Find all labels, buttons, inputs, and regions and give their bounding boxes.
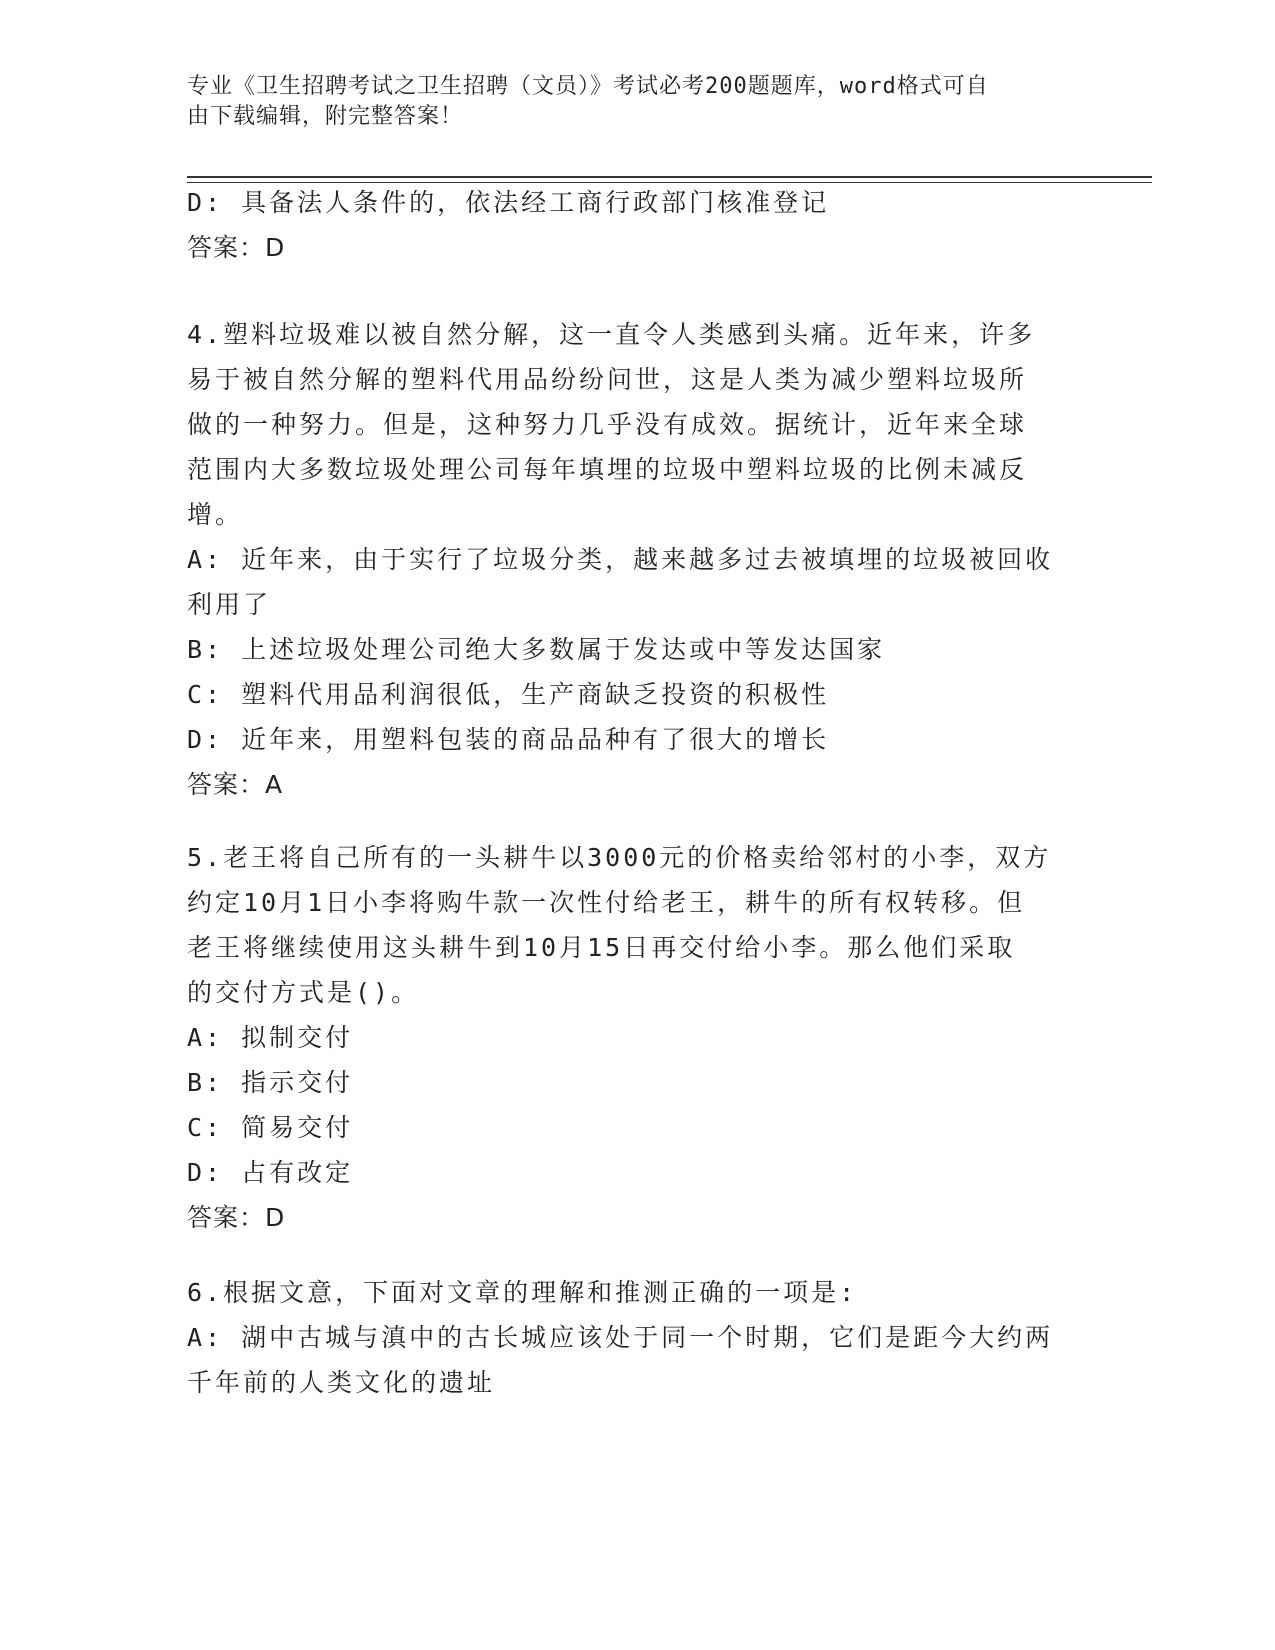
question-4	[187, 312, 1067, 807]
q5-option-d: D: 占有改定	[187, 1158, 354, 1187]
q4-option-a: A: 近年来，由于实行了垃圾分类，越来越多过去被填埋的垃圾被回收	[187, 545, 1054, 574]
q5-stem-line: 的交付方式是()。	[187, 978, 420, 1007]
q6-option-a-cont: 千年前的人类文化的遗址	[187, 1368, 496, 1397]
question-5	[187, 835, 1067, 1240]
q4-option-c: C: 塑料代用品利润很低，生产商缺乏投资的积极性	[187, 680, 830, 709]
header-line-1: 专业《卫生招聘考试之卫生招聘（文员）》考试必考200题题库，word格式可自	[187, 74, 989, 99]
q5-stem-line: 老王将继续使用这头耕牛到10月15日再交付给小李。那么他们采取	[187, 933, 1016, 962]
q3-answer: 答案：D	[187, 233, 286, 262]
q4-option-d: D: 近年来，用塑料包装的商品品种有了很大的增长	[187, 725, 830, 754]
q5-option-b: B: 指示交付	[187, 1068, 354, 1097]
q4-stem-line: 做的一种努力。但是，这种努力几乎没有成效。据统计，近年来全球	[187, 410, 1028, 439]
q5-option-a: A: 拟制交付	[187, 1023, 354, 1052]
q4-stem-line: 4.塑料垃圾难以被自然分解，这一直令人类感到头痛。近年来，许多	[187, 320, 1036, 349]
document-header	[187, 72, 1067, 132]
header-line-2: 由下载编辑，附完整答案！	[187, 104, 464, 129]
q4-stem-line: 增。	[187, 500, 244, 529]
q5-option-c: C: 简易交付	[187, 1113, 354, 1142]
question-6	[187, 1270, 1067, 1405]
q6-option-a: A: 湖中古城与滇中的古长城应该处于同一个时期，它们是距今大约两	[187, 1323, 1054, 1352]
q6-stem: 6.根据文意，下面对文章的理解和推测正确的一项是:	[187, 1278, 858, 1307]
q4-option-a-cont: 利用了	[187, 590, 272, 619]
q4-stem-line: 范围内大多数垃圾处理公司每年填埋的垃圾中塑料垃圾的比例未减反	[187, 455, 1028, 484]
question-3-tail	[187, 180, 1067, 270]
q5-stem-line: 5.老王将自己所有的一头耕牛以3000元的价格卖给邻村的小李，双方	[187, 843, 1052, 872]
q3-option-d: D: 具备法人条件的，依法经工商行政部门核准登记	[187, 188, 830, 217]
q5-stem-line: 约定10月1日小李将购牛款一次性付给老王，耕牛的所有权转移。但	[187, 888, 1026, 917]
q5-answer: 答案：D	[187, 1203, 286, 1232]
q4-answer: 答案：A	[187, 770, 284, 799]
q4-stem-line: 易于被自然分解的塑料代用品纷纷问世，这是人类为减少塑料垃圾所	[187, 365, 1028, 394]
header-divider-thick	[187, 176, 1152, 178]
q4-option-b: B: 上述垃圾处理公司绝大多数属于发达或中等发达国家	[187, 635, 886, 664]
